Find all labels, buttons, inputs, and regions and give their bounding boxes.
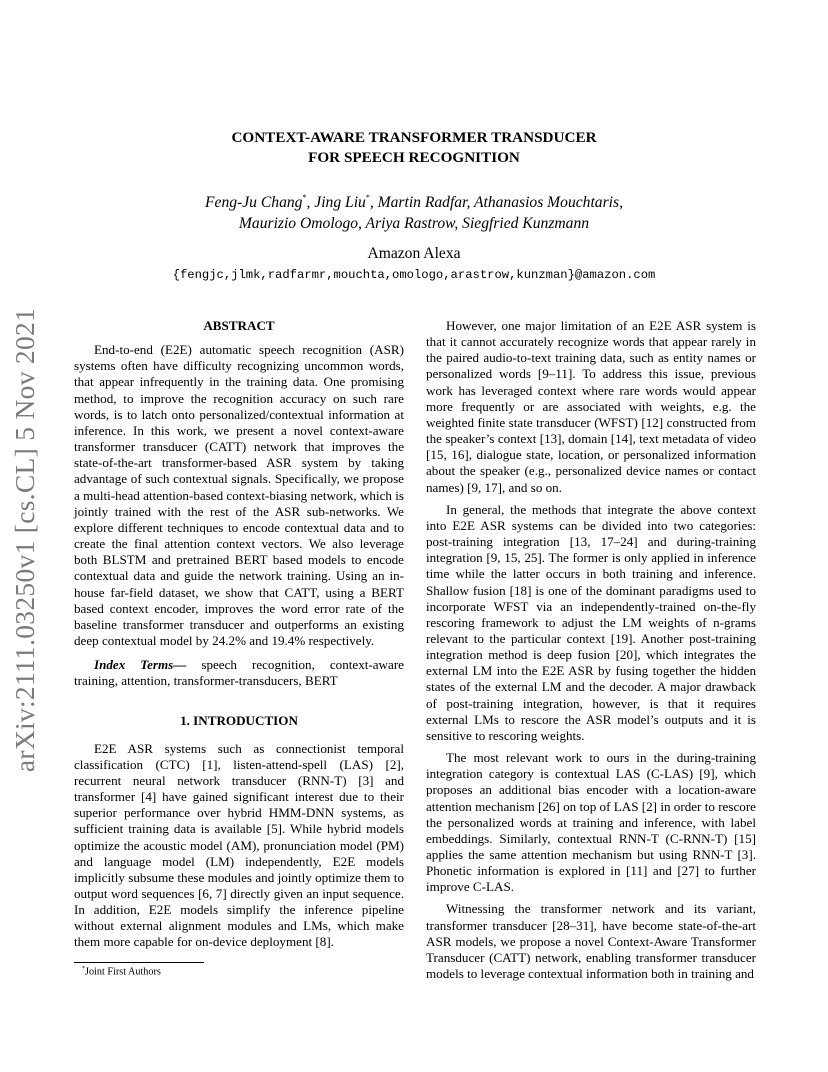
author-liu: , Jing Liu bbox=[306, 194, 366, 211]
arxiv-side-stamp bbox=[6, 290, 44, 790]
right-paragraph-1: However, one major limitation of an E2E ASR system is that it cannot accurately recognize words that appear rarely in the paired audio-to-text training data, such as entity names or personalized words [9–11]. To address this issue, previous work has leveraged context where rare words would appear more frequently or are associated with weights, e.g. the weighted finite state transducer (WFST) [12] constructed from the speaker’s context [13], domain [14], text metadata of video [15, 16], dialogue state, location, or personalized information about the speaker (e.g., personalized device names or contact names) [9, 17], and so on. bbox=[426, 318, 756, 495]
right-paragraph-4: Witnessing the transformer network and its variant, transformer transducer [28–31], have become state-of-the-art ASR models, we propose a novel Context-Aware Transformer Transducer (CATT) network, enabling transformer transducer models to leverage contextual information both in training and bbox=[426, 901, 756, 982]
index-terms-label: Index Terms— bbox=[94, 657, 187, 673]
footnote-text: Joint First Authors bbox=[85, 966, 161, 978]
abstract-heading: ABSTRACT bbox=[203, 318, 275, 333]
index-terms-text: speech recognition, context-aware training, attention, transformer-transducers, BERT bbox=[74, 657, 404, 689]
paper-title bbox=[0, 128, 828, 168]
author-list bbox=[0, 187, 828, 234]
right-column bbox=[426, 318, 756, 982]
title-line-1: CONTEXT-AWARE TRANSFORMER TRANSDUCER bbox=[231, 129, 597, 146]
introduction-heading: 1. INTRODUCTION bbox=[180, 713, 298, 729]
title-line-2: FOR SPEECH RECOGNITION bbox=[308, 149, 520, 166]
author-line-2: Maurizio Omologo, Ariya Rastrow, Siegfried Kunzmann bbox=[238, 215, 590, 232]
author-chang: Feng-Ju Chang bbox=[205, 194, 303, 211]
arxiv-identifier: arXiv:2111.03250v1 [cs.CL] 5 Nov 2021 bbox=[9, 307, 40, 773]
abstract-text: End-to-end (E2E) automatic speech recognition (ASR) systems often have difficulty recognizing uncommon words, that appear infrequently in the training data. One promising method, to improve the recognition accuracy on such rare words, is to latch onto personalized/contextual information at inference. In this work, we present a novel context-aware transformer transducer (CATT) network that improves the state-of-the-art transformer-based ASR system by taking advantage of such contextual signals. Specifically, we propose a multi-head attention-based context-biasing network, which is jointly trained with the rest of the ASR sub-networks. We explore different techniques to encode contextual data and to create the final attention context vectors. We also leverage both BLSTM and pretrained BERT based models to encode contextual data and guide the network training. Using an in-house far-field dataset, we show that CATT, using a BERT based context encoder, improves the word error rate of the baseline transformer transducer and outperforms an existing deep contextual model by 24.2% and 19.4% respectively. bbox=[74, 342, 404, 648]
introduction-paragraph-1: E2E ASR systems such as connectionist temporal classification (CTC) [1], listen-attend-spell (LAS) [2], recurrent neural network transducer (RNN-T) [3] and transformer [4] have gained significant interest due to their superior performance over hybrid HMM-DNN systems, as sufficient training data is available [5]. While hybrid models optimize the acoustic model (AM), pronunciation model (PM) and language model (LM) independently, E2E models implicitly subsume these modules and jointly optimize them to output word sequences [6, 7] directly given an input sequence. In addition, E2E models simplify the inference pipeline without external alignment modules and LMs, which make them more capable for on-device deployment [8]. bbox=[74, 740, 404, 950]
footnote-divider bbox=[74, 962, 204, 963]
author-line-1 bbox=[0, 187, 828, 213]
equal-contribution-marker: * bbox=[302, 193, 307, 202]
right-paragraph-3: The most relevant work to ours in the during-training integration category is contextual LAS (C-LAS) [9], which proposes an additional bias encoder with a location-aware attention mechanism [26] on top of LAS [2] in order to rescore the personalized words at training and inference, with label embeddings. Similarly, contextual RNN-T (C-RNN-T) [15] applies the same attention mechanism but using RNN-T [3]. Phonetic information is explored in [11] and [27] to further improve C-LAS. bbox=[426, 750, 756, 895]
footnote bbox=[74, 966, 161, 977]
author-emails: {fengjc,jlmk,radfarmr,mouchta,omologo,arastrow,kunzman}@amazon.com bbox=[172, 268, 656, 282]
footnote-marker: * bbox=[82, 966, 85, 972]
affiliation: Amazon Alexa bbox=[367, 245, 461, 262]
author-others: , Martin Radfar, Athanasios Mouchtaris, bbox=[369, 194, 623, 211]
left-column bbox=[74, 318, 404, 951]
equal-contribution-marker: * bbox=[365, 193, 370, 202]
index-terms bbox=[74, 657, 404, 689]
right-paragraph-2: In general, the methods that integrate the above context into E2E ASR systems can be divided into two categories: post-training integration [13, 17–24] and during-training integration [9, 15, 25]. The former is only applied in inference time while the latter occurs in both training and inference. Shallow fusion [18] is one of the dominant paradigms used to incorporate WFST via an independently-trained on-the-fly rescoring framework to adjust the LM weights of n-grams relevant to the particular context [19]. Another post-training integration method is deep fusion [20], which integrates the external LM into the E2E ASR by fusing together the hidden states of the external LM and the decoder. A major drawback of post-training integration, however, is that it requires external LMs to rescore the ASR model’s outputs and it is sensitive to rescoring weights. bbox=[426, 501, 756, 743]
